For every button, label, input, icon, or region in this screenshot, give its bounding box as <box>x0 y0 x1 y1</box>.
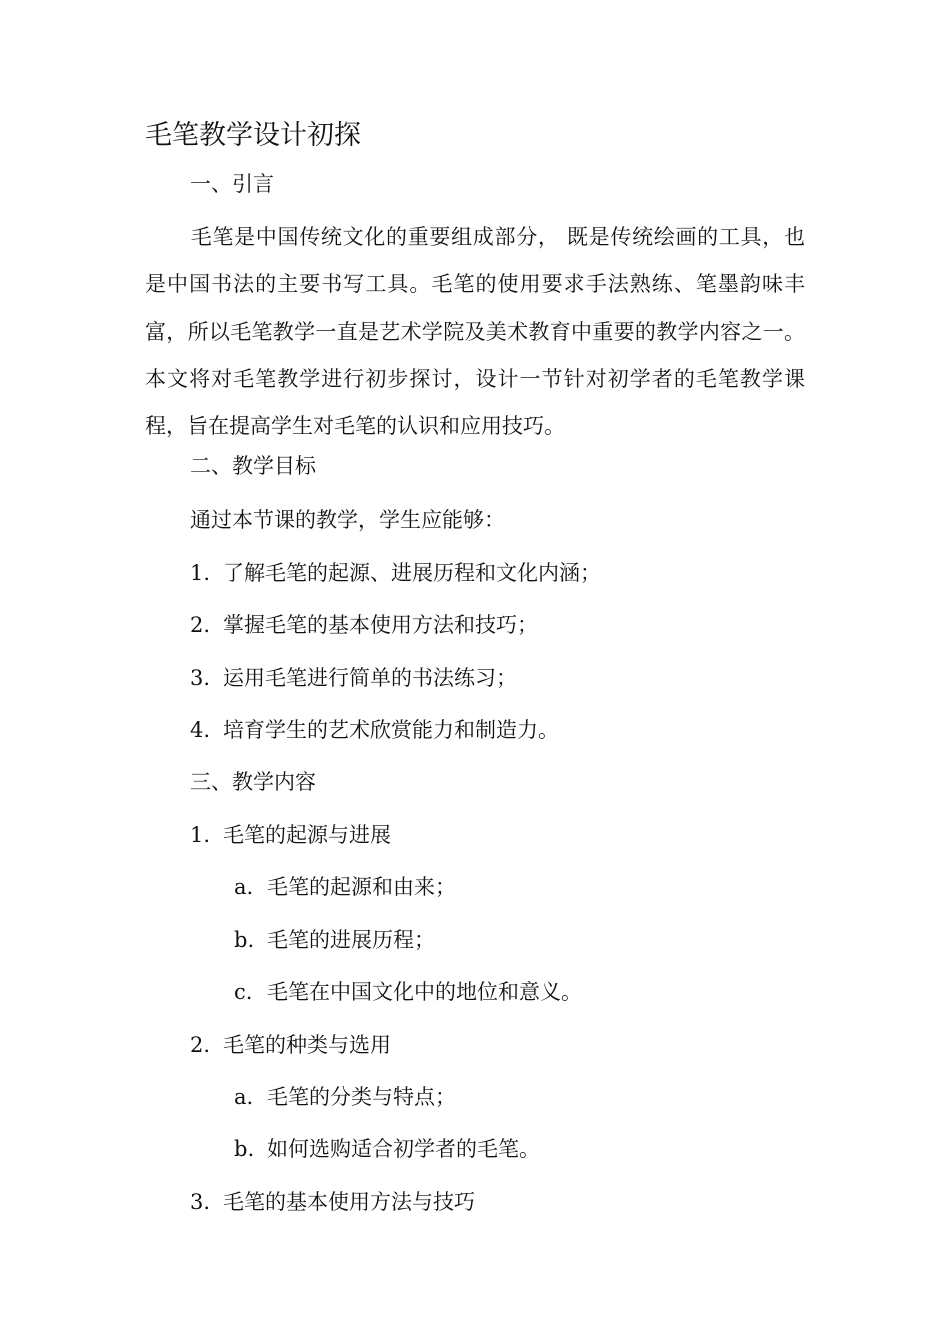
content-subitem <box>234 1134 540 1164</box>
content-subitem-letter: b. <box>234 928 255 952</box>
content-subitem-letter: c. <box>234 980 253 1004</box>
content-item <box>190 820 391 850</box>
goal-item <box>190 558 601 588</box>
section-heading-intro: 一、引言 <box>190 172 274 196</box>
goal-item-text: 掌握毛笔的基本使用方法和技巧； <box>223 613 538 637</box>
goal-item-number: 4. <box>190 718 211 742</box>
goal-item-text: 培育学生的艺术欣赏能力和制造力。 <box>223 718 559 742</box>
goal-item <box>190 610 538 640</box>
content-subitem-text: 毛笔的进展历程； <box>267 928 435 952</box>
content-item-number: 1. <box>190 823 211 847</box>
content-subitem-text: 如何选购适合初学者的毛笔。 <box>267 1137 540 1161</box>
goal-item <box>190 715 559 745</box>
section-heading-content: 三、教学内容 <box>190 770 316 794</box>
intro-paragraph-text: 毛笔是中国传统文化的重要组成部分， 既是传统绘画的工具，也是中国书法的主要书写工具。毛笔的使用要求手法熟练、笔墨韵味丰富，所以毛笔教学一直是艺术学院及美术教育中重要的教学内容之一。本文将对毛笔教学进行初步探讨，设计一节针对初学者的毛笔教学课程，旨在提高学生对毛笔的认识和应用技巧。 <box>145 225 805 439</box>
content-item-text: 毛笔的基本使用方法与技巧 <box>223 1190 475 1214</box>
content-subitem-letter: a. <box>234 1085 254 1109</box>
content-item-number: 2. <box>190 1033 211 1057</box>
content-item <box>190 1187 475 1217</box>
content-subitem-text: 毛笔的分类与特点； <box>267 1085 456 1109</box>
goal-item <box>190 663 517 693</box>
content-item-number: 3. <box>190 1190 211 1214</box>
goal-item-text: 运用毛笔进行简单的书法练习； <box>223 666 517 690</box>
document-title: 毛笔教学设计初探 <box>145 120 361 151</box>
content-subitem <box>234 872 456 902</box>
content-item-text: 毛笔的种类与选用 <box>223 1033 391 1057</box>
content-subitem <box>234 925 435 955</box>
content-subitem-letter: b. <box>234 1137 255 1161</box>
content-subitem-text: 毛笔在中国文化中的地位和意义。 <box>267 980 582 1004</box>
content-subitem-text: 毛笔的起源和由来； <box>267 875 456 899</box>
section-heading-goals: 二、教学目标 <box>190 454 316 478</box>
goal-item-number: 1. <box>190 561 211 585</box>
goal-item-number: 3. <box>190 666 211 690</box>
content-item <box>190 1030 391 1060</box>
goal-item-text: 了解毛笔的起源、进展历程和文化内涵； <box>223 561 601 585</box>
content-item-text: 毛笔的起源与进展 <box>223 823 391 847</box>
content-subitem-letter: a. <box>234 875 254 899</box>
goal-item-number: 2. <box>190 613 211 637</box>
content-subitem <box>234 1082 456 1112</box>
goals-intro: 通过本节课的教学，学生应能够： <box>190 508 505 532</box>
content-subitem <box>234 977 582 1007</box>
intro-paragraph <box>145 214 805 450</box>
